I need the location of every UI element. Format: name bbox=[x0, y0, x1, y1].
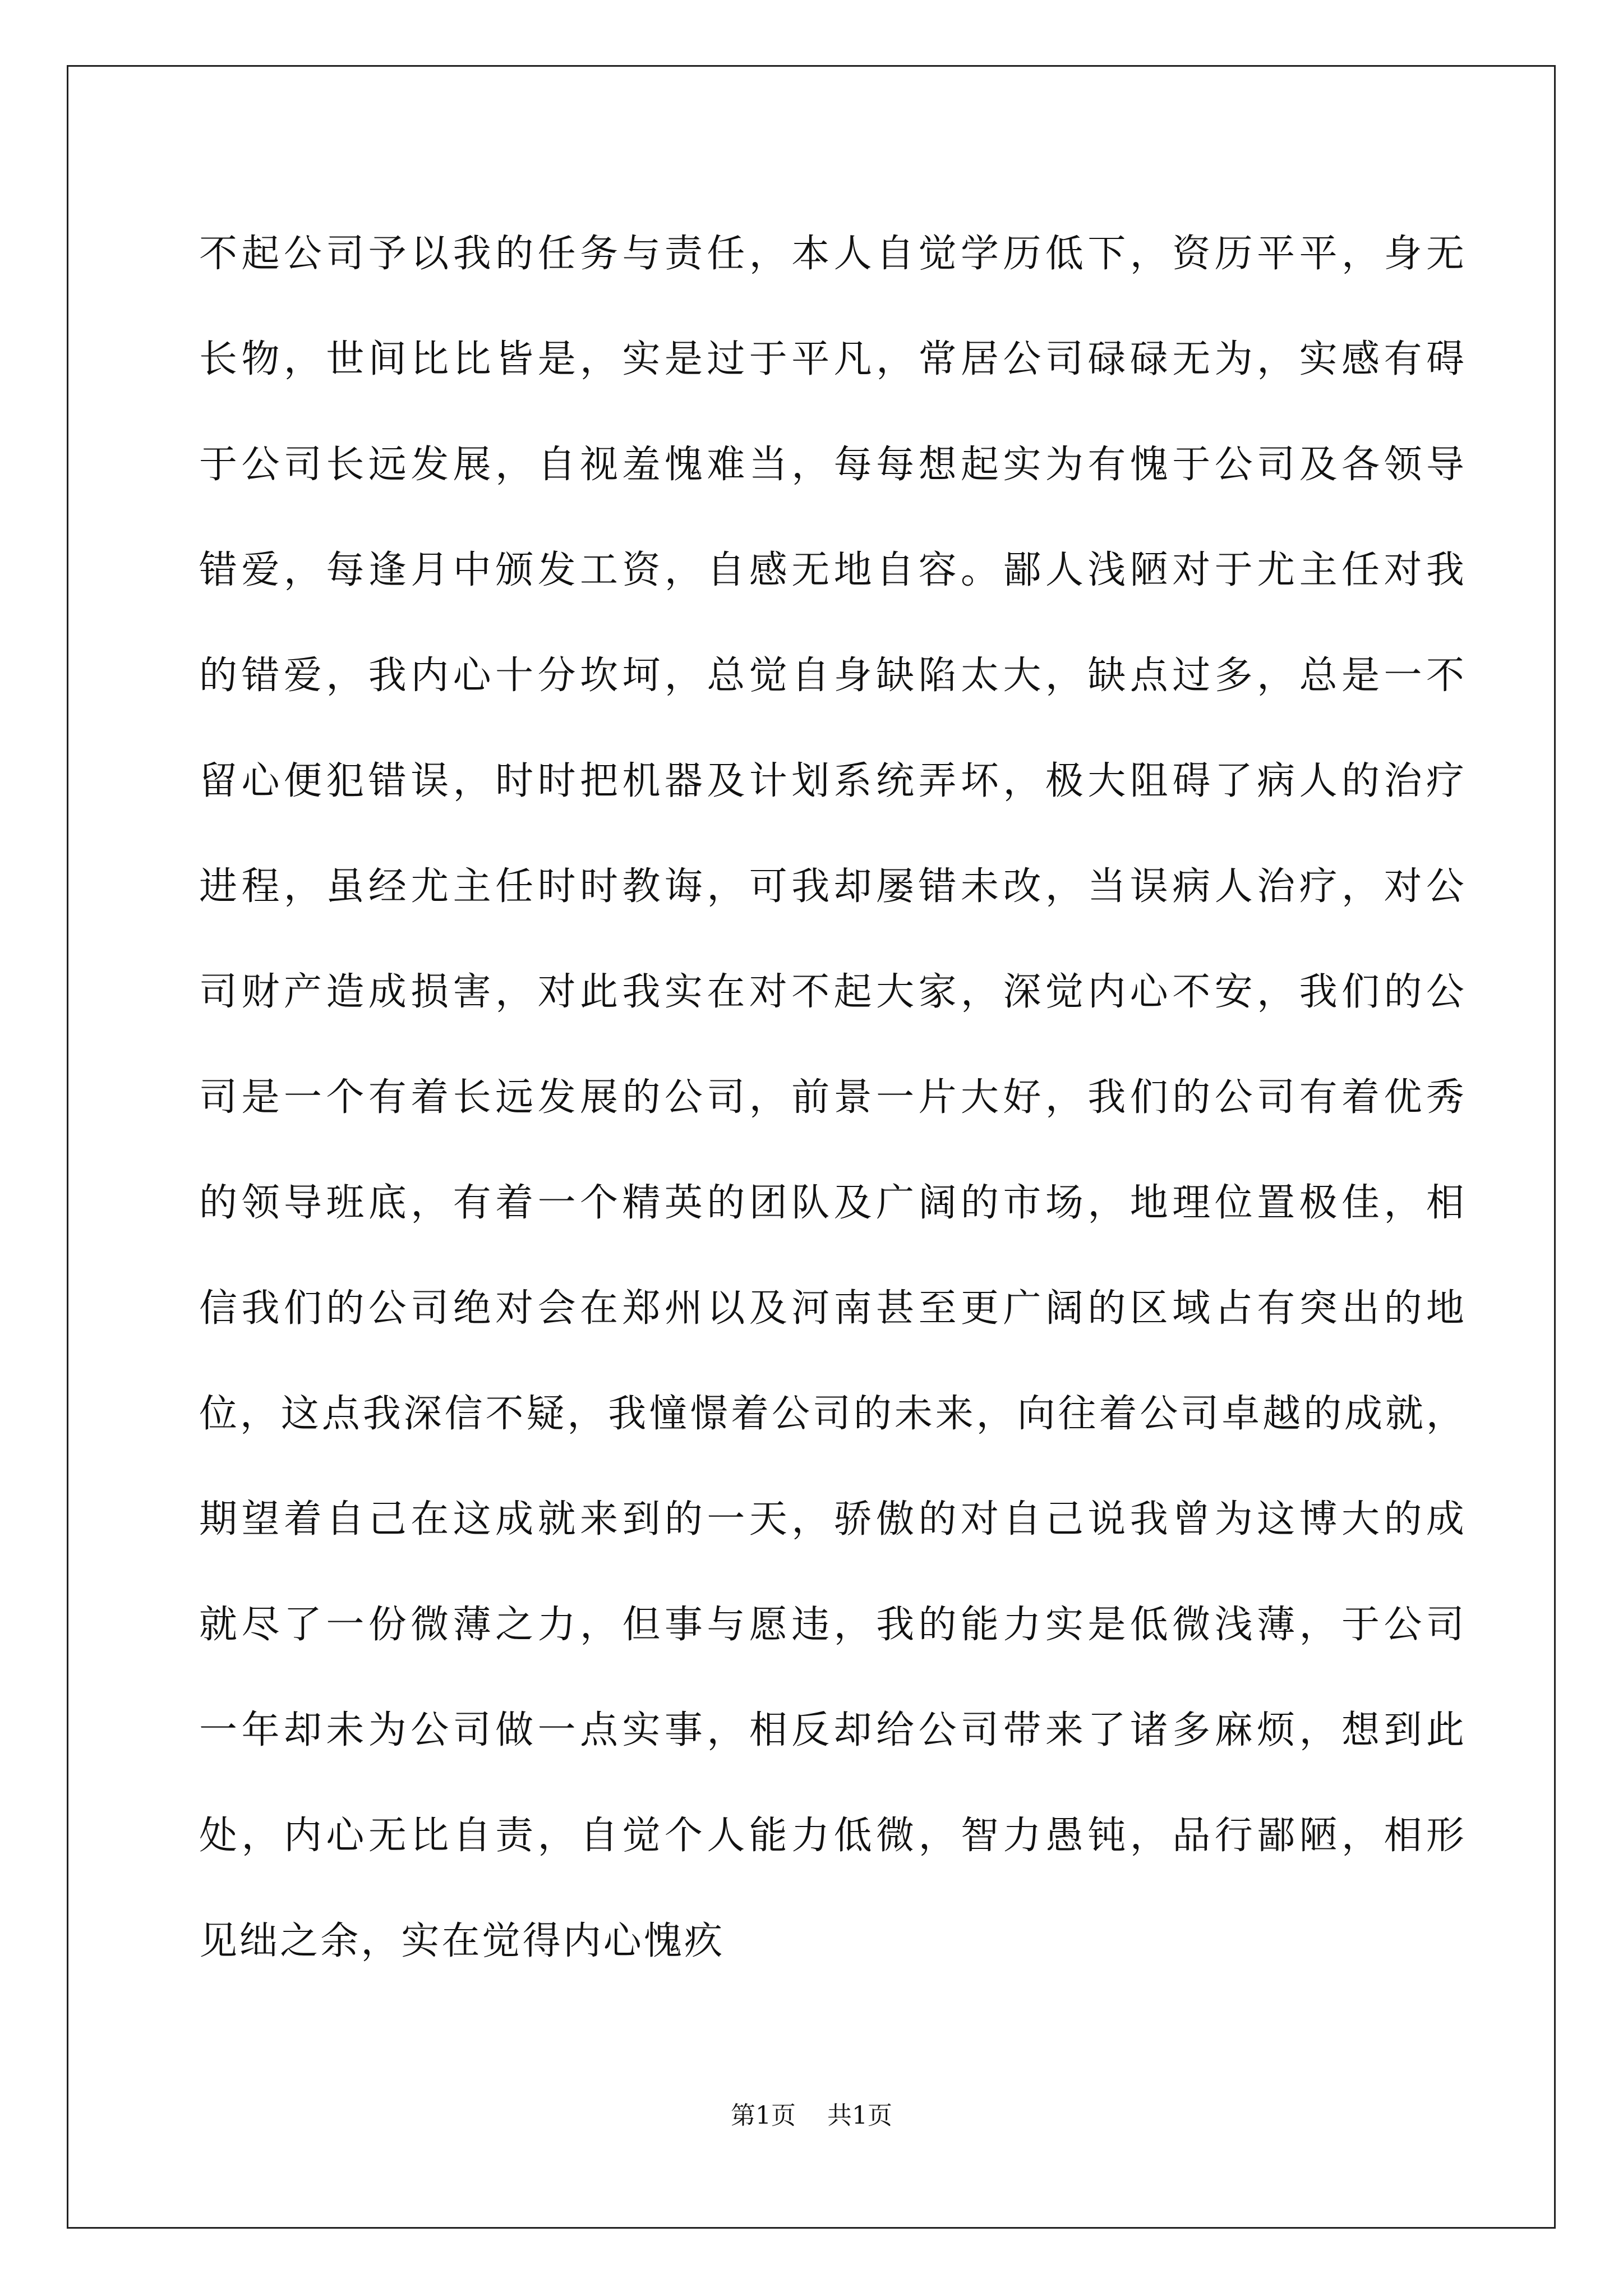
text-line: 就尽了一份微薄之力，但事与愿违，我的能力实是低微浅薄，于公司 bbox=[199, 1603, 1467, 1647]
text-line: 司是一个有着长远发展的公司，前景一片大好，我们的公司有着优秀 bbox=[199, 1075, 1467, 1120]
page-count: 共1页 bbox=[827, 2101, 892, 2130]
page-number: 第1页 bbox=[731, 2101, 796, 2130]
text-line: 的领导班底，有着一个精英的团队及广阔的市场，地理位置极佳，相 bbox=[199, 1181, 1467, 1225]
document-body bbox=[199, 210, 1467, 2003]
text-line: 司财产造成损害，对此我实在对不起大家，深觉内心不安，我们的公 bbox=[199, 970, 1467, 1014]
text-line: 处，内心无比自责，自觉个人能力低微，智力愚钝，品行鄙陋，相形 bbox=[199, 1814, 1467, 1858]
text-line: 错爱，每逢月中颁发工资，自感无地自容。鄙人浅陋对于尤主任对我 bbox=[199, 548, 1467, 592]
text-line: 长物，世间比比皆是，实是过于平凡，常居公司碌碌无为，实感有碍 bbox=[199, 337, 1467, 381]
text-line: 见绌之余，实在觉得内心愧疚 bbox=[199, 1919, 725, 1963]
text-line: 一年却未为公司做一点实事，相反却给公司带来了诸多麻烦，想到此 bbox=[199, 1708, 1467, 1752]
text-line: 的错爱，我内心十分坎坷，总觉自身缺陷太大，缺点过多，总是一不 bbox=[199, 654, 1467, 698]
text-line: 于公司长远发展，自视羞愧难当，每每想起实为有愧于公司及各领导 bbox=[199, 443, 1467, 487]
text-line: 进程，虽经尤主任时时教诲，可我却屡错未改，当误病人治疗，对公 bbox=[199, 864, 1467, 909]
text-line: 不起公司予以我的任务与责任，本人自觉学历低下，资历平平，身无 bbox=[199, 232, 1467, 276]
text-line: 位，这点我深信不疑，我憧憬着公司的未来，向往着公司卓越的成就， bbox=[199, 1392, 1467, 1436]
text-line: 留心便犯错误，时时把机器及计划系统弄坏，极大阻碍了病人的治疗 bbox=[199, 759, 1467, 803]
page-footer bbox=[0, 2095, 1623, 2131]
text-line: 期望着自己在这成就来到的一天，骄傲的对自己说我曾为这博大的成 bbox=[199, 1497, 1467, 1542]
text-line: 信我们的公司绝对会在郑州以及河南甚至更广阔的区域占有突出的地 bbox=[199, 1286, 1467, 1331]
